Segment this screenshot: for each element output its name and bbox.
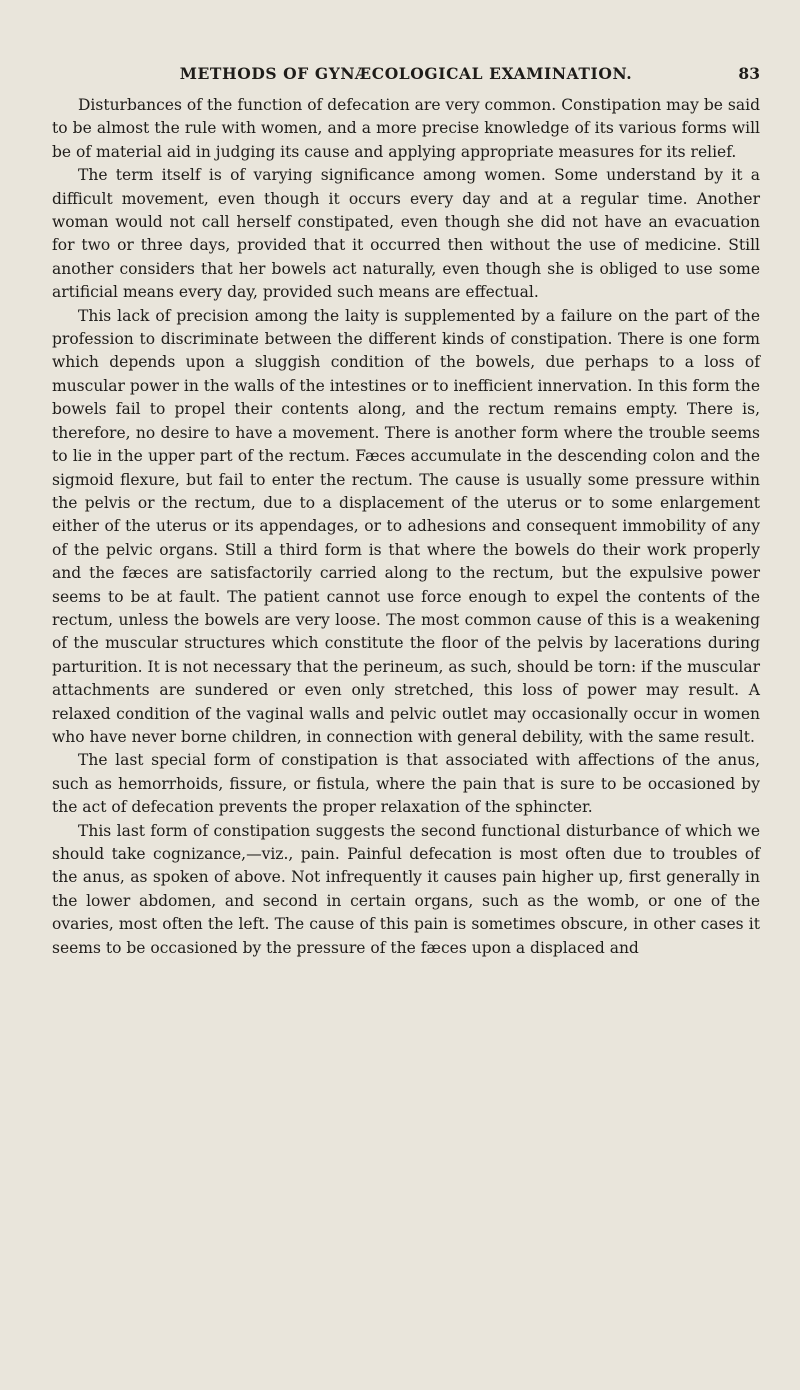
paragraph-forms-of-constipation: This lack of precision among the laity is supplemented by a failure on the part of the profession to discriminate between the different kinds of constipation. There is one form which depends upon a sluggish condition of the bowels, due perhaps to a loss of muscular power in the walls of the intestines or to inefficient innervation. In this form the bowels fail to propel their contents along, and the rectum remains empty. There is, therefore, no desire to have a movement. There is another form where the trouble seems to lie in the upper part of the rectum. Fæces accumulate in the descending colon and the sigmoid flexure, but fail to enter the rectum. The cause is usually some pressure within the pelvis or the rectum, due to a displacement of the uterus or to some enlargement either of the uterus or its appendages, or to adhesions and consequent immobility of any of the pelvic organs. Still a third form is that where the bowels do their work properly and the fæces are satisfactorily carried along to the rectum, but the expulsive power seems to be at fault. The patient cannot use force enough to expel the contents of the rectum, unless the bowels are very loose. The most common cause of this is a weakening of the muscular structures which constitute the floor of the pelvis by lacerations during parturition. It is not necessary that the perineum, as such, should be torn: if the muscular attachments are sundered or even only stretched, this loss of power may result. A relaxed condition of the vaginal walls and pelvic outlet may occasionally occur in women who have never borne children, in connection with general debility, with the same result.	[52, 306, 761, 746]
paragraph-anal-affections: The last special form of constipation is that associated with affections of the anus, such as hemorrhoids, fissure, or fistula, where the pain that is sure to be occasioned by the act of defecation prevents the proper relaxation of the sphincter.	[52, 751, 760, 817]
body-text	[52, 94, 760, 960]
book-page	[52, 64, 760, 960]
paragraph-term-significance: The term itself is of varying significance among women. Some understand by it a difficult movement, even though it occurs every day and at a regular time. Another woman would not call herself constipated, even though she did not have an evacuation for two or three days, provided that it occurred then without the use of medicine. Still another considers that her bowels act naturally, even though she is obliged to use some artificial means every day, provided such means are effectual.	[52, 166, 760, 302]
paragraph-painful-defecation: This last form of constipation suggests the second functional disturbance of which we should take cognizance,—viz., pain. Painful defecation is most often due to troubles of the anus, as spoken of above. Not infrequently it causes pain higher up, first generally in the lower abdomen, and second in certain organs, such as the womb, or one of the ovaries, most often the left. The cause of this pain is sometimes obscure, in other cases it seems to be occasioned by the pressure of the fæces upon a displaced and	[52, 821, 760, 957]
running-head	[52, 64, 760, 88]
page-number: 83	[738, 64, 760, 83]
paragraph-defecation-disturbances: Disturbances of the function of defecation are very common. Constipation may be said to be almost the rule with women, and a more precise knowledge of its various forms will be of material aid in judging its cause and applying appropriate measures for its relief.	[52, 96, 760, 161]
running-title: METHODS OF GYNÆCOLOGICAL EXAMINATION.	[179, 64, 633, 83]
